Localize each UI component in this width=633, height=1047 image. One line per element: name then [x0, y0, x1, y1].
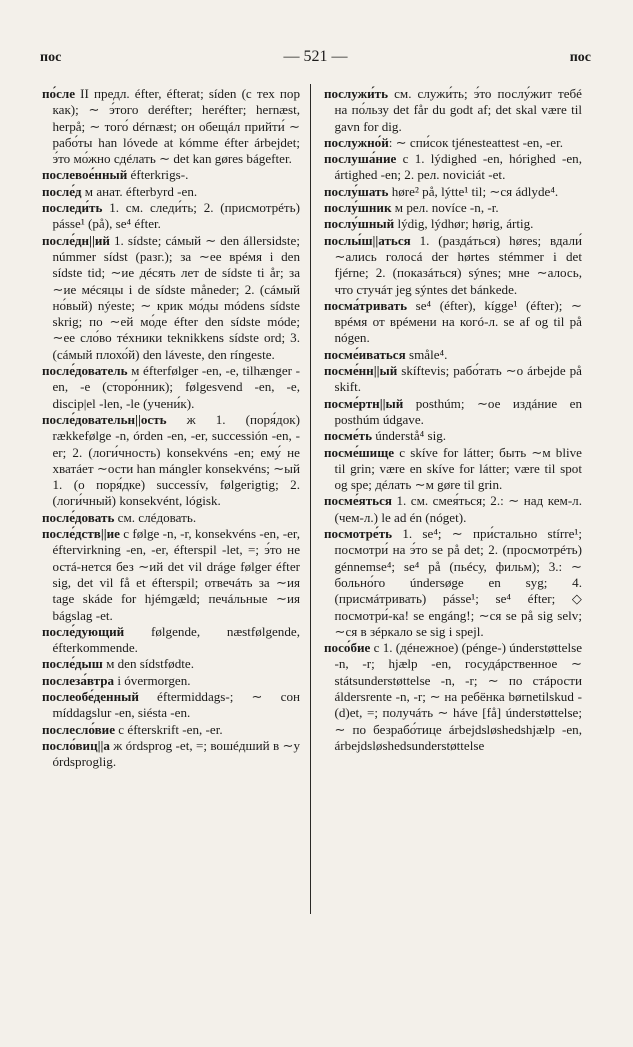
right-column [324, 86, 582, 754]
dictionary-entry [324, 216, 582, 232]
dictionary-entry [42, 673, 300, 689]
entry-headword: после́дств||ие [42, 526, 120, 542]
entry-headword: после́довательн||ость [42, 411, 167, 427]
dictionary-entry [42, 526, 300, 624]
dictionary-entry [324, 298, 582, 347]
dictionary-entry [324, 347, 582, 363]
entry-definition: 1. se⁴; ∼ при́стально stírre¹; посмотри́ на э́то se på det; 2. (просмотрéть) génnemse⁴; se⁴ på (пьéсу, фильм); 3.: ∼ больно́го úndersøge en syg; 4. (присмáтривать) pásse¹; se⁴ éfter; ◇ посмотри́-ка! se engáng!; ∼ся se på sig selv; ∼ся в зéркало se sig i spejl. [334, 526, 582, 639]
entry-definition: с 1. lýdighed -en, hórighed -en, ártighed -en; 2. рел. noviciát -et. [334, 151, 582, 183]
entry-definition: ж órdsprog -et, =; вошéдший в ∼у órdsproglig. [52, 737, 300, 770]
entry-headword: посме́шище [324, 444, 395, 460]
left-column [42, 86, 300, 770]
entry-definition: с følge -n, -r, konsekvéns -en, -er, éftervirkning -en, -er, éfterspil -let, =; э́то не остá-нется без ∼ий det vil dráge følger éfter sig, det vil få et éfterspil; отвечáть за ∼ия tage skáde for hjémgæld; печáльные ∼ия bágslag -et. [52, 526, 300, 623]
entry-definition: II предл. éfter, éfterat; síden (с тех пор как); ∼ э́того deréfter; heréfter; hernæst, herpå; ∼ того́ dérnæst; он обещáл прийти́ ∼ рабо́ты han lóvede at kómme éfter árbejdet; э́то мо́жно сдéлать ∼ det kan gøres bágefter. [52, 86, 300, 167]
entry-definition: см. служи́ть; э́то послу́жит тебé на по́льзу det får du godt af; det skal være til gavn for dig. [334, 86, 582, 134]
entry-definition: se⁴ (éfter), kígge¹ (éfter); ∼ врéмя от врéмени на когó-л. se af og til på nógen. [334, 297, 582, 346]
dictionary-entry [42, 656, 300, 672]
entry-headword: посо́бие [324, 640, 371, 656]
entry-definition: 1. sídste; сáмый ∼ den állersidste; númmer sídst (разг.); за ∼ее врéмя i den sídste tid; ∼ие дéсять лет de sídste ti år; за ∼ие мéсяцы i de sídste måneder; 2. (сáмый но́вый) nýeste; ∼ крик мо́ды módens sídste skrig; по ∼ей мо́де éfter den sídste móde; ∼ее сло́во тéхники teknikkens sídste ord; 3. (сáмый плохо́й) den láveste, den ríngeste. [52, 232, 300, 362]
dictionary-entry [42, 722, 300, 738]
dictionary-entry [42, 689, 300, 722]
entry-headword: послужно́й [324, 134, 389, 150]
entry-headword: послуша́ние [324, 151, 397, 167]
entry-headword: последи́ть [42, 200, 103, 216]
dictionary-entry [42, 184, 300, 200]
entry-definition: éftermiddags-; ∼ сон míddagslur -en, siésta -en. [52, 688, 300, 721]
left-guide-word: пос [40, 50, 62, 65]
page-header [40, 48, 591, 70]
entry-definition: см. слéдовать. [114, 509, 197, 525]
dictionary-entry [324, 640, 582, 754]
entry-headword: послевое́нный [42, 167, 128, 183]
dictionary-entry [324, 200, 582, 216]
entry-definition: høre² på, lýtte¹ til; ∼ся ádlyde⁴. [388, 183, 559, 199]
entry-definition: únderstå⁴ sig. [372, 428, 447, 444]
entry-definition: м den sídstfødte. [102, 656, 194, 672]
entry-definition: м анат. éfterbyrd -en. [81, 183, 198, 199]
dictionary-entry [324, 526, 582, 640]
entry-definition: skíftevis; рабо́тать ∼о árbejde på skift. [334, 363, 582, 395]
entry-headword: посме́иваться [324, 346, 406, 362]
entry-headword: послу́шник [324, 200, 392, 216]
entry-headword: посме́ртн||ый [324, 395, 404, 411]
dictionary-entry [324, 233, 582, 298]
column-divider [310, 84, 311, 914]
dictionary-entry [42, 200, 300, 233]
entry-definition: posthúm; ∼ое издáние en posthúm údgave. [334, 395, 582, 427]
entry-headword: посло́виц||а [42, 737, 110, 753]
entry-headword: посме́нн||ый [324, 363, 398, 379]
entry-headword: послы́ш||аться [324, 232, 411, 248]
entry-definition: i óvermorgen. [114, 672, 191, 688]
entry-headword: послесло́вие [42, 721, 116, 737]
entry-definition: м éfterfølger -en, -e, tilhænger -en, -e (сторо́нник); følgesvend -en, -e, discip|el -len, -le (учени́к). [52, 363, 300, 411]
dictionary-entry [324, 363, 582, 396]
entry-headword: после́дователь [42, 363, 128, 379]
entry-headword: послеобе́денный [42, 688, 139, 704]
entry-headword: после́дн||ий [42, 232, 110, 248]
dictionary-entry [42, 167, 300, 183]
entry-headword: посмотре́ть [324, 526, 393, 542]
entry-headword: послеза́втра [42, 672, 115, 688]
right-guide-word: пос [569, 50, 591, 65]
entry-definition: с skíve for látter; быть ∼м blive til grin; være en skíve for látter; være til spot og spe; дéлать ∼м gøre til grin. [334, 444, 582, 493]
dictionary-entry [42, 86, 300, 167]
dictionary-entry [42, 738, 300, 771]
entry-definition: : ∼ спи́сок tjénesteattest -en, -er. [388, 134, 563, 150]
entry-headword: послужи́ть [324, 86, 389, 101]
entry-definition: м рел. novíce -n, -r. [391, 200, 499, 216]
dictionary-entry [324, 493, 582, 526]
entry-definition: småle⁴. [405, 346, 448, 362]
entry-headword: послу́шный [324, 216, 395, 232]
dictionary-entry [324, 184, 582, 200]
entry-headword: после́д [42, 183, 82, 199]
entry-definition: éfterkrigs-. [127, 167, 189, 183]
dictionary-entry [42, 233, 300, 363]
entry-headword: после́дыш [42, 656, 103, 672]
dictionary-entry [324, 445, 582, 494]
entry-headword: после́довать [42, 509, 115, 525]
dictionary-entry [324, 428, 582, 444]
entry-headword: посме́ть [324, 428, 372, 444]
dictionary-entry [42, 624, 300, 657]
entry-definition: 1. см. смея́ться; 2.: ∼ над кем-л. (чем-л.) le ad én (nóget). [334, 493, 582, 525]
dictionary-entry [324, 151, 582, 184]
dictionary-entry [42, 412, 300, 510]
entry-definition: с 1. (дéнежное) (pénge-) únderstøttelse -n, -r; hjælp -en, госудáрственное ∼ státsunderstøttelse -n, -r; ∼ по стáрости áldersrente -n, -r; ∼ на ребёнка børnetilskud -(d)et, =; получáть ∼ háve [få] únderstøttelse; ∼ по безрабо́тице árbejdsløshedshjælp -en, árbejdsløshedsunderstøttelse [334, 640, 583, 753]
entry-headword: посме́яться [324, 493, 392, 509]
entry-headword: по́сле [42, 86, 76, 101]
entry-definition: 1. см. следи́ть; 2. (присмотрéть) pásse¹ (på), se⁴ éfter. [52, 200, 300, 232]
entry-definition: følgende, næstfølgende, éfterkommende. [52, 623, 300, 656]
entry-definition: 1. (раздáться) høres; вдали́ ∼ались голосá der hørtes stémmer i det fjérne; 2. (показáться) sýnes; мне ∼алось, что стучáт jeg sýntes det bánkede. [334, 232, 582, 297]
dictionary-entry [324, 86, 582, 135]
entry-headword: после́дующий [42, 623, 125, 639]
entry-headword: посма́тривать [324, 297, 407, 313]
entry-definition: lýdig, lýdhør; hørig, ártig. [394, 216, 534, 232]
dictionary-entry [324, 135, 582, 151]
dictionary-entry [42, 363, 300, 412]
dictionary-entry [42, 510, 300, 526]
dictionary-entry [324, 396, 582, 429]
entry-headword: послу́шать [324, 183, 389, 199]
entry-definition: ж 1. (поря́док) rækkefølge -n, órden -en, -er, successión -en, -er; 2. (логи́чность) konsekvéns -en; ему́ не хватáет ∼ости han mángler konsekvéns; ∼ый 1. (о поря́дке) successív, følgerigtig; 2. (логи́чный) konsekvént, lógisk. [52, 411, 300, 509]
entry-definition: с éfterskrift -en, -er. [115, 721, 223, 737]
page-number: — 521 — [283, 48, 348, 65]
